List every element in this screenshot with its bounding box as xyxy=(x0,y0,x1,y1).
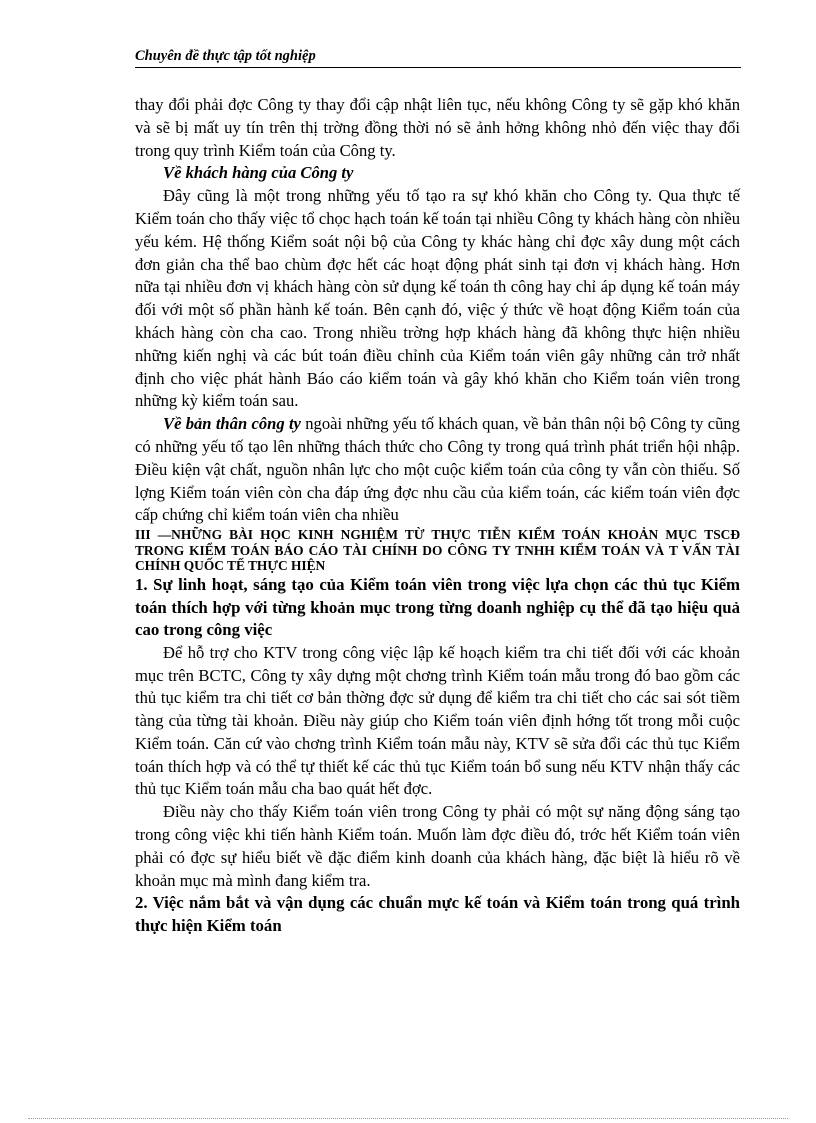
paragraph-5: Điều này cho thấy Kiểm toán viên trong Công ty phải có một sự năng động sáng tạo trong công việc khi tiến hành Kiểm toán. Muốn làm đợc điều đó, trớc hết Kiểm toán viên phải có đợc sự hiểu biết về đặc điểm kinh doanh của khách hàng, đặc biệt là hiểu rõ về khoản mục mà mình đang kiểm tra. xyxy=(135,802,740,890)
page-header xyxy=(135,48,741,68)
page-bottom-divider xyxy=(28,1118,788,1119)
subheading-self: Về bản thân công ty xyxy=(163,414,301,434)
paragraph-3-text: ngoài những yếu tố khách quan, về bản thân nội bộ Công ty cũng có những yếu tố tạo lên những thách thức cho Công ty trong quá trình phát triển hội nhập. Điều kiện vật chất, nguồn nhân lực cho một cuộc kiểm toán của công ty vẫn còn thiếu. Số lợng Kiểm toán viên còn cha đáp ứng đợc nhu cầu của kiểm toán, các kiểm toán viên đợc cấp chứng chỉ kiểm toán viên cha nhiều xyxy=(135,414,740,525)
document-body xyxy=(135,94,740,938)
paragraph-2: Đây cũng là một trong những yếu tố tạo ra sự khó khăn cho Công ty. Qua thực tế Kiểm toán cho thấy việc tổ chọc hạch toán kế toán tại nhiều Công ty khách hàng còn nhiều yếu kém. Hệ thống Kiểm soát nội bộ của Công ty khác hàng chỉ đợc xây dung một cách đơn giản cha thể bao chùm đợc hết các hoạt động phát sinh tại đơn vị khách hàng. Hơn nữa tại nhiều đơn vị khách hàng còn sử dụng kế toán th công hay chỉ áp dụng kế toán máy đối với một số phần hành kế toán. Bên cạnh đó, việc ý thức về hoạt động Kiểm toán của khách hàng còn cha cao. Trong nhiều trờng hợp khách hàng đã không thực hiện nhiều những kiến nghị và các bút toán điều chỉnh của Kiểm toán viên gây những cản trở nhất định cho việc phát hành Báo cáo kiểm toán và gây khó khăn cho Kiểm toán viên trong những kỳ kiểm toán sau. xyxy=(135,186,740,411)
paragraph-3 xyxy=(135,413,740,527)
paragraph-4: Để hỗ trợ cho KTV trong công việc lập kế hoạch kiểm tra chi tiết đối với các khoản mục trên BCTC, Công ty xây dựng một chơng trình Kiểm toán mẫu trong đó bao gồm các thủ tục kiểm tra chi tiết cơ bản thờng đợc sử dụng để kiểm tra chi tiết cho các sai sót tiềm tàng của từng tài khoản. Điều này giúp cho Kiểm toán viên định hớng tốt trong mỗi cuộc Kiểm toán. Căn cứ vào chơng trình Kiểm toán mẫu này, KTV sẽ sửa đổi các thủ tục Kiểm toán thích hợp và có thể tự thiết kế các thủ tục Kiểm toán bổ sung nếu KTV nhận thấy các thủ tục Kiểm toán mẫu cha bao quát hết đợc. xyxy=(135,642,740,799)
heading-1: 1. Sự linh hoạt, sáng tạo của Kiểm toán viên trong việc lựa chọn các thủ tục Kiểm toán thích hợp với từng khoản mục trong từng doanh nghiệp cụ thể đã tạo hiệu quả cao trong công việc xyxy=(135,574,740,640)
paragraph-1: thay đổi phải đợc Công ty thay đổi cập nhật liên tục, nếu không Công ty sẽ gặp khó khăn và sẽ bị mất uy tín trên thị trờng đồng thời nó sẽ ảnh hởng không nhỏ đến việc thay đổi trong quy trình Kiểm toán của Công ty. xyxy=(135,95,740,160)
header-title: Chuyên đề thực tập tốt nghiệp xyxy=(135,48,316,64)
section-heading-3: III —NHỮNG BÀI HỌC KINH NGHIỆM TỪ THỰC TIỄN KIỂM TOÁN KHOẢN MỤC TSCĐ TRONG KIỂM TOÁN BÁO CÁO TÀI CHÍNH DO CÔNG TY TNHH KIỂM TOÁN VÀ T VẤN TÀI CHÍNH QUỐC TẾ THỰC HIỆN xyxy=(135,527,740,574)
subheading-customer: Về khách hàng của Công ty xyxy=(163,163,354,183)
heading-2: 2. Việc nắm bắt và vận dụng các chuẩn mực kế toán và Kiểm toán trong quá trình thực hiện Kiểm toán xyxy=(135,893,740,936)
